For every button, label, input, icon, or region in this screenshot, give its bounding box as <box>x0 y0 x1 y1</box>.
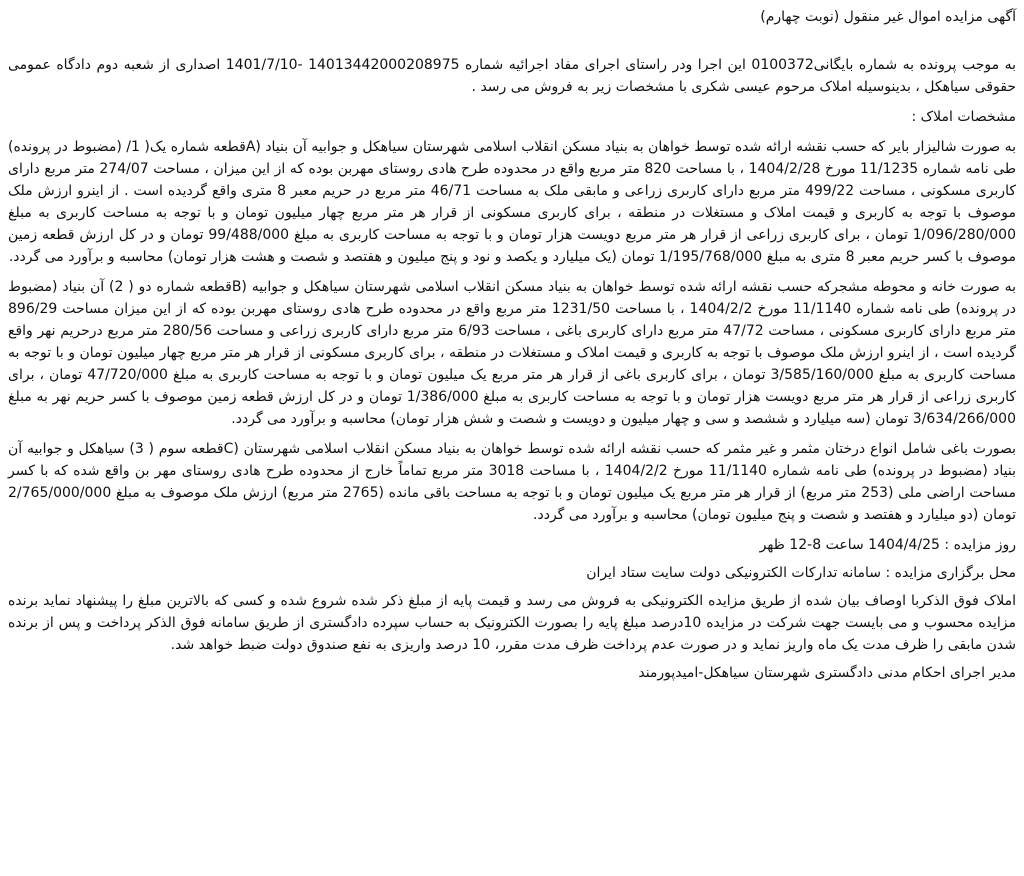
signature-line: مدیر اجرای احکام مدنی دادگستری شهرستان سیاهکل-امیدپورمند <box>638 665 1016 681</box>
auction-location: محل برگزاری مزایده : سامانه تدارکات الکترونیکی دولت سایت ستاد ایران <box>586 565 1016 581</box>
auction-terms: املاک فوق الذکربا اوصاف بیان شده از طریق مزایده الکترونیکی به فروش می رسد و قیمت پایه از مبلغ ذکر شده شروع شده و کسی که بالاترین مبلغ را پیشنهاد نماید برنده مزایده محسوب و می بایست جهت شرکت در مزایده 10درصد مبلغ پایه را بصورت الکترونیک به حساب سپرده دادگستری از طریق سامانه فوق الذکر پرداخت و پس از برنده شدن مابقی را ظرف مدت یک ماه واریز نماید و در صورت عدم پرداخت ظرف مدت مقرر، 10 درصد واریزی به نفع صندوق دولت ضبط خواهد شد. <box>8 593 1016 653</box>
auction-notice <box>8 6 1016 684</box>
properties-heading: مشخصات املاک : <box>911 109 1016 125</box>
property-item-c: بصورت باغی شامل انواع درختان مثمر و غیر مثمر که حسب نقشه ارائه شده توسط خواهان به بنیاد مسکن انقلاب اسلامی شهرستان (Cقطعه سوم ( 3) سیاهکل و جوابیه آن بنیاد (مضبوط در پرونده) طی نامه شماره 11/1140 مورخ 1404/2/2 ، با مساحت 3018 متر مربع تماماً خارج از محدوده طرح هادی روستای مهر بن واقع شده که با کسر مساحت اراضی ملی (253 متر مربع) از قرار هر متر مربع یک میلیون تومان و با توجه به مساحت باقی مانده (2765 متر مربع) ارزش ملک موصوف به مبلغ 2/765/000/000 تومان (دو میلیارد و هفتصد و شصت و پنج میلیون تومان) محاسبه و برآورد می گردد. <box>8 441 1017 523</box>
auction-date: روز مزایده : 1404/4/25 ساعت 8-12 ظهر <box>759 537 1016 553</box>
intro-paragraph: به موجب پرونده به شماره بایگانی0100372 این اجرا ودر راستای اجرای مفاد اجرائیه شماره 14013442000208975 -1401/7/10 اصداری از شعبه دوم دادگاه عمومی حقوقی سیاهکل ، بدینوسیله املاک مرحوم عیسی شکری با مشخصات زیر به فروش می رسد . <box>8 57 1016 95</box>
property-item-b: به صورت خانه و محوطه مشجرکه حسب نقشه ارائه شده توسط خواهان به بنیاد مسکن انقلاب اسلامی شهرستان سیاهکل و جوابیه (Bقطعه شماره دو ( 2) آن بنیاد (مضبوط در پرونده) طی نامه شماره 11/1140 مورخ 1404/2/2 ، با مساحت 1231/50 متر مربع واقع در محدوده طرح هادی روستای مهربن بوده که از این میزان مساحت 896/29 متر مربع دارای کاربری مسکونی ، مساحت 47/72 متر مربع دارای کاربری باغی ، مساحت 6/93 متر مربع دارای کاربری زراعی و مساحت 280/56 متر مربع درحریم نهر واقع گردیده است ، از اینرو ارزش ملک موصوف با توجه به کاربری و قیمت املاک و مستغلات در منطقه ، برای کاربری مسکونی از قرار هر متر مربع چهار میلیون تومان و با توجه به مساحت کاربری به مبلغ 3/585/160/000 تومان ، برای کاربری باغی از قرار هر متر مربع یک میلیون تومان و با توجه به مساحت کاربری به مبلغ 47/720/000 تومان ، برای کاربری زراعی از قرار هر متر مربع دویست هزار تومان و با توجه به مساحت کاربری به مبلغ 1/386/000 تومان و در کل ارزش قطعه زمین موصوف با کسر حریم نهر به مبلغ 3/634/266/000 تومان (سه میلیارد و ششصد و سی و چهار میلیون و دویست و شصت و شش هزار تومان) محاسبه و برآورد می گردد. <box>8 279 1017 427</box>
notice-title: آگهی مزایده اموال غیر منقول (نوبت چهارم) <box>760 9 1016 25</box>
property-item-a: به صورت شالیزار بایر که حسب نقشه ارائه شده توسط خواهان به بنیاد مسکن انقلاب اسلامی شهرستان سیاهکل و جوابیه آن بنیاد (Aقطعه شماره یک( 1/ (مضبوط در پرونده) طی نامه شماره 11/1235 مورخ 1404/2/28 ، با مساحت 820 متر مربع واقع در محدوده طرح هادی روستای مهربن بوده که از این میزان ، مساحت 274/07 متر مربع دارای کاربری مسکونی ، مساحت 499/22 متر مربع دارای کاربری زراعی و مابقی ملک به مساحت 46/71 متر مربع در حریم معبر 8 متری واقع گردیده است . از اینرو ارزش ملک موصوف با توجه به کاربری و قیمت املاک و مستغلات در منطقه ، برای کاربری مسکونی از قرار هر متر مربع چهار میلیون تومان و با توجه به مساحت کاربری به مبلغ 1/096/280/000 تومان ، برای کاربری زراعی از قرار هر متر مربع دویست هزار تومان و با توجه به مساحت کاربری به مبلغ 99/488/000 تومان و در کل ارزش قطعه زمین موصوف با کسر حریم معبر 8 متری به مبلغ 1/195/768/000 تومان (یک میلیارد و یکصد و نود و پنج میلیون و هفتصد و شصت و هشت هزار تومان) محاسبه و برآورد می گردد. <box>8 139 1017 265</box>
